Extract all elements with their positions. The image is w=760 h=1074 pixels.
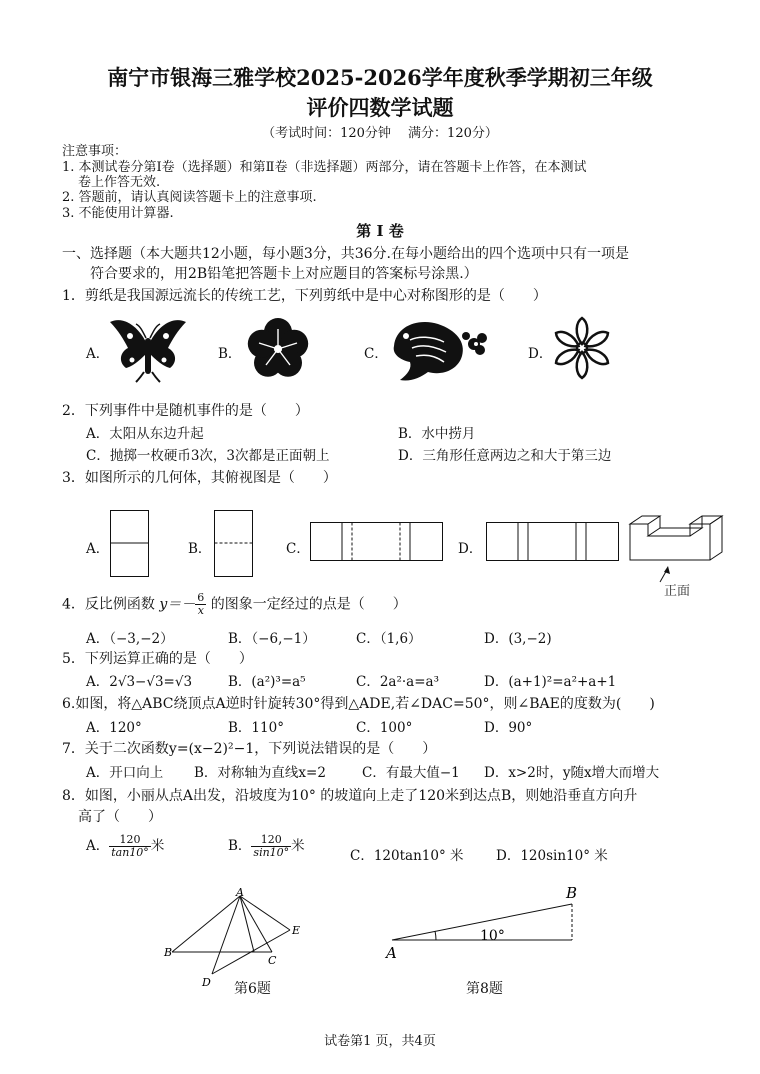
- q8-option-a-num: 120: [109, 834, 151, 847]
- q6-label-d: D: [202, 976, 211, 989]
- q4-stem-post: 的图象一定经过的点是（ ）: [210, 596, 407, 613]
- q8-option-c[interactable]: C．120tan10° 米: [350, 848, 464, 864]
- fig8-caption: 第8题: [466, 981, 503, 997]
- q3-front-label: 正面: [664, 584, 691, 599]
- q8-angle-label: 10°: [480, 928, 505, 944]
- q1-stem: 1．剪纸是我国源远流长的传统工艺，下列剪纸中是中心对称图形的是（ ）: [62, 288, 547, 304]
- q8-label-a: A: [386, 944, 397, 962]
- q8-option-b-num: 120: [251, 834, 291, 847]
- q6-stem: 6.如图，将△ABC绕顶点A逆时针旋转30°得到△ADE,若∠DAC=50°，则∠BAE的度数为( ): [62, 696, 655, 712]
- q6-label-e: E: [292, 924, 301, 937]
- q2-option-b[interactable]: B．水中捞月: [398, 426, 476, 442]
- q8-option-a-label: A．: [86, 838, 110, 854]
- fig6-caption: 第6题: [234, 981, 271, 997]
- q2-stem: 2．下列事件中是随机事件的是（ ）: [62, 403, 309, 419]
- q8-option-a[interactable]: [86, 834, 164, 859]
- q5-option-c[interactable]: C．2a²·a=a³: [356, 674, 439, 690]
- q6-option-a[interactable]: A．120°: [86, 720, 142, 736]
- note-item-1-cont: 卷上作答无效.: [78, 175, 161, 190]
- q4-option-a[interactable]: A．（−3,−2）: [86, 631, 174, 647]
- exam-info: （考试时间：120分钟 满分：120分）: [262, 126, 498, 141]
- q4-option-d[interactable]: D．(3,−2): [484, 631, 552, 647]
- q6-label-c: C: [268, 954, 277, 967]
- q8-option-a-den: tan10°: [111, 846, 149, 859]
- q4-fraction-num: 6: [197, 591, 205, 604]
- q3-view-d-diagram: [486, 522, 620, 562]
- q2-option-a[interactable]: A．太阳从东边升起: [86, 426, 204, 442]
- q5-option-b[interactable]: B．(a²)³=a⁵: [228, 674, 306, 690]
- q3-option-a[interactable]: A．: [86, 541, 110, 557]
- q8-option-b-den: sin10°: [253, 846, 290, 859]
- q3-option-d[interactable]: D．: [458, 541, 483, 557]
- q7-option-c[interactable]: C．有最大值−1: [362, 765, 460, 781]
- q5-option-d[interactable]: D．(a+1)²=a²+a+1: [484, 674, 617, 690]
- q3-option-c[interactable]: C．: [286, 541, 310, 557]
- part1-instructions-line1: 一、选择题（本大题共12小题，每小题3分，共36分.在每小题给出的四个选项中只有一项是: [62, 246, 629, 262]
- q4-stem: [62, 592, 407, 617]
- q6-label-b: B: [164, 946, 173, 959]
- note-item-2: 2. 答题前，请认真阅读答题卡上的注意事项.: [62, 190, 317, 205]
- q5-stem: 5．下列运算正确的是（ ）: [62, 651, 253, 667]
- part1-instructions-line2: 符合要求的，用2B铅笔把答题卡上对应题目的答案标号涂黑.）: [90, 266, 478, 282]
- note-item-1: 1. 本测试卷分第Ⅰ卷（选择题）和第Ⅱ卷（非选择题）两部分，请在答题卡上作答，在本测试: [62, 160, 587, 175]
- exam-title-line1: 南宁市银海三雅学校2025-2026学年度秋季学期初三年级: [107, 65, 653, 90]
- q8-stem-line2: 高了（ ）: [78, 809, 162, 825]
- q1-option-d[interactable]: D．: [528, 346, 553, 362]
- exam-title-line2: 评价四数学试题: [306, 95, 454, 120]
- q6-label-a: A: [236, 886, 244, 899]
- q3-view-c-diagram: [310, 522, 444, 562]
- q8-label-b: B: [566, 884, 578, 902]
- q4-option-b[interactable]: B．（−6,−1）: [228, 631, 316, 647]
- q3-view-b-diagram: [214, 510, 254, 578]
- q4-function-lhs: y＝－: [159, 596, 196, 613]
- q7-stem: 7．关于二次函数y=(x−2)²−1，下列说法错误的是（ ）: [62, 741, 437, 757]
- q3-option-b[interactable]: B．: [188, 541, 212, 557]
- q2-option-c[interactable]: C．抛掷一枚硬币3次，3次都是正面朝上: [86, 448, 330, 464]
- q4-fraction-den: x: [197, 604, 204, 617]
- q4-stem-pre: 4．反比例函数: [62, 596, 155, 613]
- q7-option-d[interactable]: D．x>2时，y随x增大而增大: [484, 765, 660, 781]
- q7-option-b[interactable]: B．对称轴为直线x=2: [194, 765, 326, 781]
- flower-papercut-icon: [245, 316, 311, 382]
- q1-option-c[interactable]: C．: [364, 346, 388, 362]
- q4-option-c[interactable]: C．（1,6）: [356, 631, 422, 647]
- q8-option-b-fraction: [251, 834, 291, 859]
- q3-stem: 3．如图所示的几何体，其俯视图是（ ）: [62, 470, 337, 486]
- q8-option-a-fraction: [109, 834, 151, 859]
- q6-option-c[interactable]: C．100°: [356, 720, 413, 736]
- q8-option-b-unit: 米: [291, 838, 305, 854]
- notes-heading: 注意事项：: [62, 144, 128, 159]
- q8-slope-diagram: [380, 880, 590, 970]
- q3-view-a-diagram: [110, 510, 150, 578]
- q2-option-d[interactable]: D．三角形任意两边之和大于第三边: [398, 448, 612, 464]
- q6-option-b[interactable]: B．110°: [228, 720, 284, 736]
- note-item-3: 3. 不能使用计算器.: [62, 206, 174, 221]
- flower-outline-papercut-icon: [552, 316, 612, 380]
- koi-fish-papercut-icon: [388, 316, 490, 384]
- q8-option-d[interactable]: D．120sin10° 米: [496, 848, 608, 864]
- q5-option-a[interactable]: A．2√3−√3=√3: [86, 674, 193, 690]
- section-title: 第 Ⅰ 卷: [356, 222, 404, 240]
- q4-fraction: [195, 592, 206, 617]
- q8-stem-line1: 8．如图，小丽从点A出发，沿坡度为10° 的坡道向上走了120米到达点B，则她沿垂直方向升: [62, 788, 638, 804]
- q8-option-b-label: B．: [228, 838, 252, 854]
- q8-option-a-unit: 米: [150, 838, 165, 854]
- q1-option-b[interactable]: B．: [218, 346, 242, 362]
- butterfly-papercut-icon: [108, 316, 188, 382]
- q6-figure-diagram: [162, 888, 312, 988]
- page-footer: 试卷第1 页，共4页: [324, 1034, 436, 1049]
- q8-option-b[interactable]: [228, 834, 305, 859]
- q7-option-a[interactable]: A．开口向上: [86, 765, 164, 781]
- q1-option-a[interactable]: A．: [86, 346, 110, 362]
- q6-option-d[interactable]: D．90°: [484, 720, 533, 736]
